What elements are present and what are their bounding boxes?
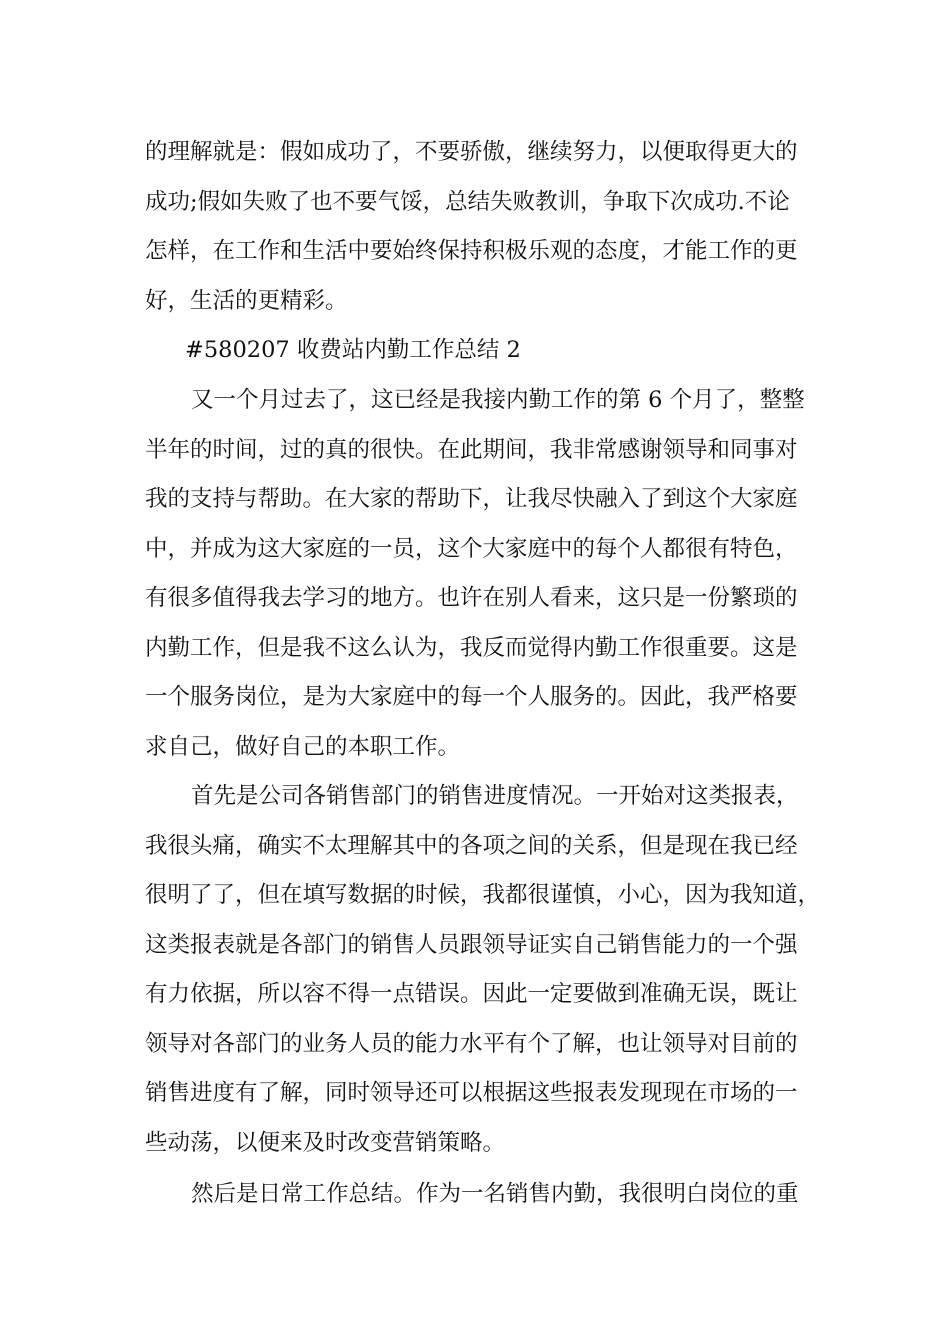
text-line: 有很多值得我去学习的地方。也许在别人看来，这只是一份繁琐的 [145,585,798,611]
paragraph-4 [145,1170,835,1220]
text-line: 半年的时间，过的真的很快。在此期间，我非常感谢领导和同事对 [145,436,798,463]
text-line: 这类报表就是各部门的销售人员跟领导证实自己销售能力的一个强 [145,931,798,958]
text-line: 好，生活的更精彩。 [145,287,348,314]
paragraph-1 [145,128,835,326]
heading-text: #580207 收费站内勤工作总结 2 [185,337,521,363]
paragraph-3 [145,772,835,1168]
text-line: 求自己，做好自己的本职工作。 [145,733,461,760]
paragraph-2 [145,376,835,772]
text-line: 的理解就是：假如成功了，不要骄傲，继续努力，以便取得更大的 [145,139,798,165]
text-line: 我的支持与帮助。在大家的帮助下，让我尽快融入了到这个大家庭 [145,486,798,512]
text-line: 我很头痛，确实不太理解其中的各项之间的关系，但是现在我已经 [145,832,798,859]
text-line: 怎样，在工作和生活中要始终保持积极乐观的态度，才能工作的更 [145,238,798,264]
text-line: 内勤工作，但是我不这么认为，我反而觉得内勤工作很重要。这是 [145,634,798,661]
section-heading [145,326,835,376]
text-line: 又一个月过去了，这已经是我接内勤工作的第 6 个月了，整整 [191,387,805,413]
text-line: 很明了了，但在填写数据的时候，我都很谨慎，小心，因为我知道， [145,882,821,908]
text-line: 首先是公司各销售部门的销售进度情况。一开始对这类报表， [191,783,799,809]
text-line: 些动荡，以便来及时改变营销策略。 [145,1129,506,1156]
text-line: 领导对各部门的业务人员的能力水平有个了解，也让领导对目前的 [145,1030,798,1057]
text-line: 一个服务岗位，是为大家庭中的每一个人服务的。因此，我严格要 [145,684,798,710]
text-line: 销售进度有了解，同时领导还可以根据这些报表发现现在市场的一 [145,1080,798,1106]
text-line: 成功;假如失败了也不要气馁，总结失败教训，争取下次成功.不论 [145,188,790,215]
text-line: 有力依据，所以容不得一点错误。因此一定要做到准确无误，既让 [145,981,798,1007]
text-line: 中，并成为这大家庭的一员，这个大家庭中的每个人都很有特色， [145,535,798,562]
text-line: 然后是日常工作总结。作为一名销售内勤，我很明白岗位的重 [191,1181,799,1207]
